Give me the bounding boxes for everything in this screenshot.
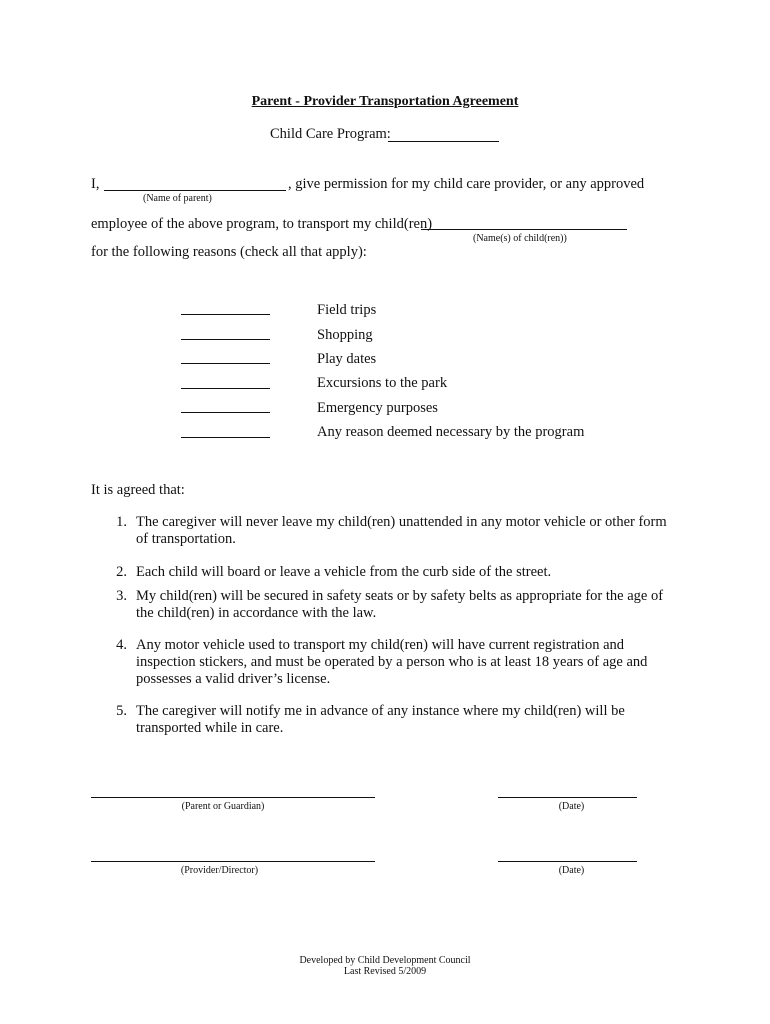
reason-label: Excursions to the park bbox=[317, 375, 448, 391]
agreement-text: Each child will board or leave a vehicle from the curb side of the street. bbox=[136, 564, 552, 580]
agreement-number: 2. bbox=[116, 564, 127, 580]
reasons-intro: for the following reasons (check all that apply): bbox=[91, 244, 367, 260]
reason-label: Emergency purposes bbox=[317, 400, 438, 416]
parent-date-line[interactable] bbox=[498, 797, 637, 798]
agreement-text: Any motor vehicle used to transport my child(ren) will have current registration and inspection stickers, and must be operated by a person who is at least 18 years of age and possesses a valid driver’s license. bbox=[136, 637, 648, 687]
provider-date-caption: (Date) bbox=[558, 865, 585, 876]
agreement-text: The caregiver will never leave my child(ren) unattended in any motor vehicle or other form of transportation. bbox=[136, 514, 667, 547]
children-names-field[interactable] bbox=[421, 229, 627, 230]
reason-checkbox-line[interactable] bbox=[181, 437, 270, 438]
parent-signature-caption: (Parent or Guardian) bbox=[181, 801, 265, 812]
reason-checkbox-line[interactable] bbox=[181, 412, 270, 413]
parent-signature-line[interactable] bbox=[91, 797, 375, 798]
parent-name-field[interactable] bbox=[104, 190, 286, 191]
footer-developer: Developed by Child Development Council bbox=[299, 955, 471, 966]
employee-statement: employee of the above program, to transport my child(ren) bbox=[91, 216, 433, 232]
footer-revision: Last Revised 5/2009 bbox=[343, 966, 427, 977]
agreement-number: 5. bbox=[116, 703, 127, 719]
agreed-intro: It is agreed that: bbox=[91, 482, 185, 498]
agreement-text: My child(ren) will be secured in safety seats or by safety belts as appropriate for the age of the child(ren) in accordance with the law. bbox=[136, 588, 664, 621]
program-label: Child Care Program: bbox=[270, 126, 391, 142]
reason-label: Field trips bbox=[317, 302, 377, 318]
reason-checkbox-line[interactable] bbox=[181, 314, 270, 315]
provider-date-line[interactable] bbox=[498, 861, 637, 862]
reason-checkbox-line[interactable] bbox=[181, 339, 270, 340]
children-names-caption: (Name(s) of child(ren)) bbox=[473, 233, 567, 244]
agreement-number: 3. bbox=[116, 588, 127, 604]
reason-label: Play dates bbox=[317, 351, 377, 367]
provider-signature-caption: (Provider/Director) bbox=[180, 865, 259, 876]
agreement-number: 4. bbox=[116, 637, 127, 653]
program-field[interactable] bbox=[388, 141, 499, 142]
reason-label: Any reason deemed necessary by the program bbox=[317, 424, 585, 440]
document-title: Parent - Provider Transportation Agreement bbox=[251, 94, 519, 109]
reason-checkbox-line[interactable] bbox=[181, 363, 270, 364]
parent-name-caption: (Name of parent) bbox=[143, 193, 212, 204]
parent-statement: , give permission for my child care provider, or any approved bbox=[288, 176, 645, 192]
provider-signature-line[interactable] bbox=[91, 861, 375, 862]
reason-checkbox-line[interactable] bbox=[181, 388, 270, 389]
agreement-number: 1. bbox=[116, 514, 127, 530]
agreement-text: The caregiver will notify me in advance of any instance where my child(ren) will be transported while in care. bbox=[136, 703, 625, 736]
reason-label: Shopping bbox=[317, 327, 373, 343]
parent-date-caption: (Date) bbox=[558, 801, 585, 812]
parent-intro: I, bbox=[91, 176, 100, 192]
